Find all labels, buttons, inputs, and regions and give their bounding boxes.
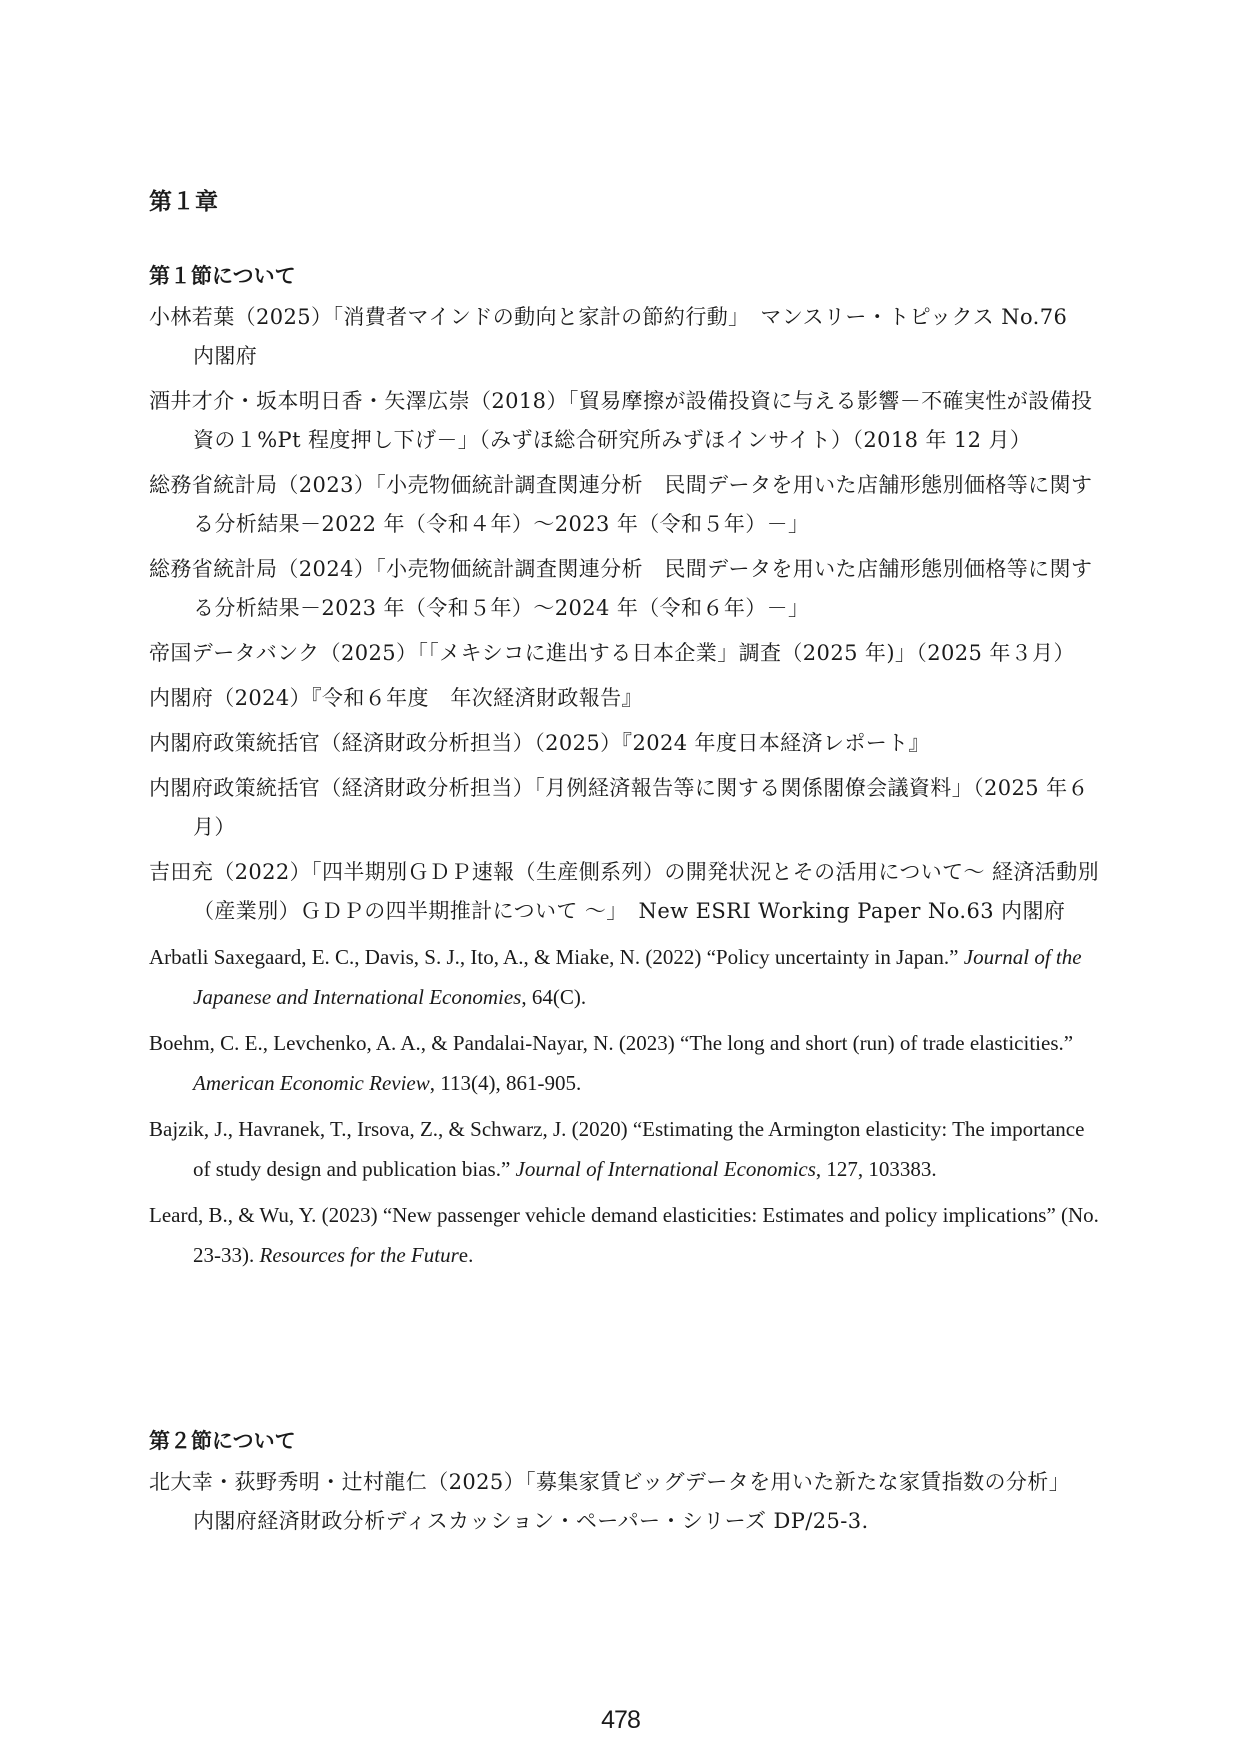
reference-text: Boehm, C. E., Levchenko, A. A., & Pandalai-Nayar, N. (2023) “The long and short (run) of trade elasticities.” <box>149 1031 1074 1055</box>
reference-text: e. <box>458 1243 474 1267</box>
reference-item: 総務省統計局（2024）「小売物価統計調査関連分析 民間データを用いた店舗形態別価格等に関する分析結果－2023 年（令和５年）～2024 年（令和６年）－」 <box>149 557 1093 620</box>
section-1-references <box>149 298 1099 1281</box>
reference-item: 北大幸・荻野秀明・辻村龍仁（2025）「募集家賃ビッグデータを用いた新たな家賃指数の分析」 内閣府経済財政分析ディスカッション・ペーパー・シリーズ DP/25-3. <box>149 1470 1082 1533</box>
section-1-title: 第１節について <box>149 264 296 288</box>
journal-title: Journal of the Japanese and International Economies <box>193 945 1082 1009</box>
reference-text: , 113(4), 861-905. <box>429 1071 582 1095</box>
reference-text: Arbatli Saxegaard, E. C., Davis, S. J., Ito, A., & Miake, N. (2022) “Policy uncertainty in Japan.” <box>149 945 964 969</box>
section-2-title: 第２節について <box>149 1429 296 1453</box>
reference-text: Leard, B., & Wu, Y. (2023) “New passenger vehicle demand elasticities: Estimates and policy implications” (No. 23-33). <box>149 1203 1099 1267</box>
reference-item: 小林若葉（2025）「消費者マインドの動向と家計の節約行動」 マンスリー・トピックス No.76 内閣府 <box>149 305 1089 368</box>
journal-title: Resources for the Futur <box>259 1243 459 1267</box>
journal-title: American Economic Review <box>193 1071 430 1095</box>
reference-text: , 127, 103383. <box>815 1157 937 1181</box>
reference-item: 総務省統計局（2023）「小売物価統計調査関連分析 民間データを用いた店舗形態別価格等に関する分析結果－2022 年（令和４年）～2023 年（令和５年）－」 <box>149 473 1093 536</box>
reference-item: 内閣府（2024）『令和６年度 年次経済財政報告』 <box>149 686 643 710</box>
chapter-title: 第１章 <box>149 189 218 215</box>
reference-item: 吉田充（2022）「四半期別ＧＤＰ速報（生産側系列）の開発状況とその活用について～ 経済活動別（産業別）ＧＤＰの四半期推計について ～」 New ESRI Working Paper No.63 内閣府 <box>149 860 1099 923</box>
reference-item: 内閣府政策統括官（経済財政分析担当）「月例経済報告等に関する関係閣僚会議資料」（2025 年６月） <box>149 776 1089 839</box>
page-number: 478 <box>601 1706 640 1734</box>
section-2-references <box>149 1463 1099 1547</box>
reference-item <box>149 1195 1099 1275</box>
reference-item <box>149 937 1099 1017</box>
reference-item <box>149 1109 1099 1189</box>
reference-item <box>149 1023 1099 1103</box>
reference-item: 帝国データバンク（2025）「「メキシコに進出する日本企業」調査（2025 年)」（2025 年３月） <box>149 641 1075 665</box>
reference-text: Bajzik, J., Havranek, T., Irsova, Z., & Schwarz, J. (2020) “Estimating the Armington elasticity: The importance of study design and publication bias.” <box>149 1117 1085 1181</box>
reference-item: 酒井才介・坂本明日香・矢澤広崇（2018）「貿易摩擦が設備投資に与える影響－不確実性が設備投資の１%Pt 程度押し下げ－」（みずほ総合研究所みずほインサイト）（2018 年 12 月） <box>149 389 1093 452</box>
reference-text: , 64(C). <box>521 985 587 1009</box>
journal-title: Journal of International Economics <box>515 1157 816 1181</box>
reference-item: 内閣府政策統括官（経済財政分析担当）（2025）『2024 年度日本経済レポート』 <box>149 731 930 755</box>
